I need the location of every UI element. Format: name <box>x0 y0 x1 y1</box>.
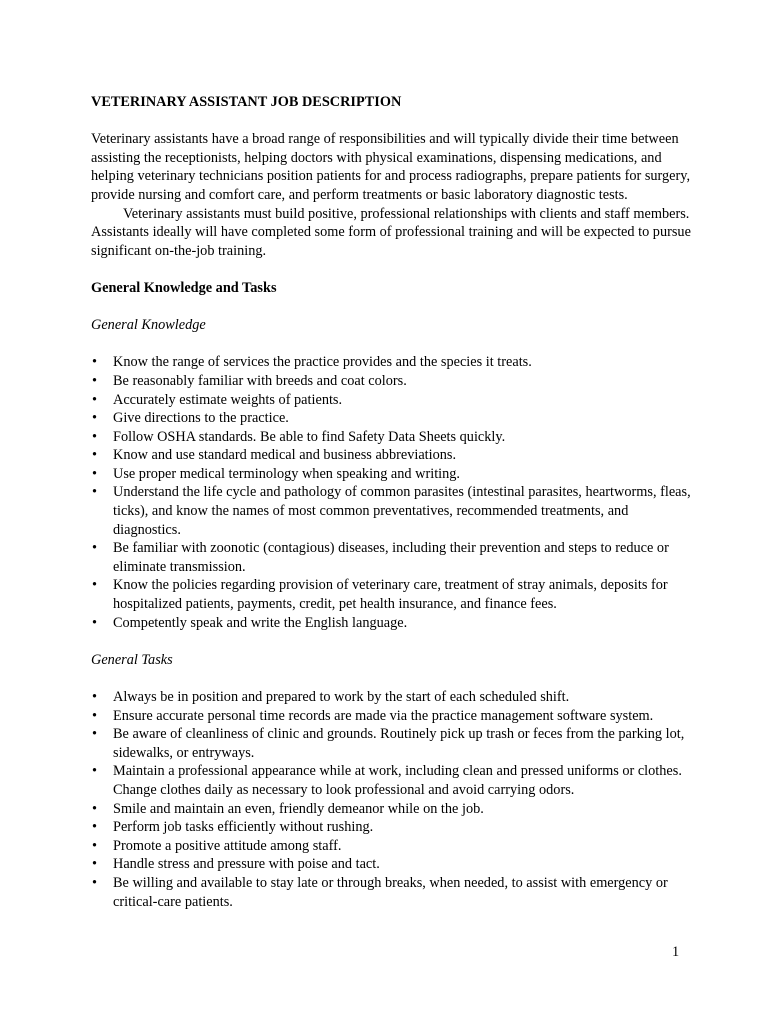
knowledge-heading: General Knowledge <box>91 317 206 334</box>
list-item-text: Perform job tasks efficiently without rushing. <box>113 819 374 836</box>
list-item-text: Know the range of services the practice provides and the species it treats. <box>113 354 532 371</box>
list-item-text: Always be in position and prepared to work by the start of each scheduled shift. <box>113 689 570 705</box>
intro-paragraph-2: Veterinary assistants must build positive, professional relationships with clients and staff members. Assistants ideally will have completed some form of professional training and will be expected to pursue significant on-the-job training. <box>91 205 691 259</box>
list-item <box>91 688 691 707</box>
list-item-text: Competently speak and write the English language. <box>113 614 408 631</box>
list-item <box>91 483 691 539</box>
bullet-icon: • <box>92 726 98 743</box>
list-item <box>91 800 691 819</box>
list-item <box>91 465 691 484</box>
list-item <box>91 539 691 576</box>
document-title: VETERINARY ASSISTANT JOB DESCRIPTION <box>91 94 402 110</box>
knowledge-list <box>91 353 691 632</box>
list-item <box>91 855 691 874</box>
list-item-text: Know the policies regarding provision of veterinary care, treatment of stray animals, deposits for hospitalized patients, payments, credit, pet health insurance, and finance fees. <box>113 577 668 613</box>
list-item <box>91 707 691 726</box>
list-item-text: Promote a positive attitude among staff. <box>113 837 342 854</box>
list-item <box>91 614 691 633</box>
bullet-icon: • <box>92 614 98 631</box>
list-item <box>91 446 691 465</box>
bullet-icon: • <box>92 874 98 891</box>
list-item <box>91 818 691 837</box>
bullet-icon: • <box>92 800 98 817</box>
list-item <box>91 409 691 428</box>
list-item-text: Maintain a professional appearance while at work, including clean and pressed uniforms or clothes. Change clothes daily as necessary to look professional and avoid carrying odors. <box>113 763 682 798</box>
list-item-text: Be reasonably familiar with breeds and coat colors. <box>113 372 407 389</box>
bullet-icon: • <box>92 391 98 408</box>
list-item-text: Accurately estimate weights of patients. <box>113 391 343 408</box>
list-item-text: Ensure accurate personal time records are made via the practice management software system. <box>113 707 654 724</box>
list-item-text: Follow OSHA standards. Be able to find Safety Data Sheets quickly. <box>113 428 506 445</box>
bullet-icon: • <box>92 354 98 371</box>
bullet-icon: • <box>92 540 98 557</box>
list-item <box>91 576 691 613</box>
bullet-icon: • <box>92 856 98 873</box>
list-item-text: Be aware of cleanliness of clinic and grounds. Routinely pick up trash or feces from the parking lot, sidewalks, or entryways. <box>113 726 685 761</box>
list-item-text: Know and use standard medical and business abbreviations. <box>113 447 457 464</box>
tasks-heading: General Tasks <box>91 651 173 668</box>
bullet-icon: • <box>92 465 98 482</box>
list-item <box>91 874 691 911</box>
bullet-icon: • <box>92 819 98 836</box>
list-item <box>91 391 691 410</box>
document-page <box>91 93 691 930</box>
list-item-text: Be willing and available to stay late or through breaks, when needed, to assist with emergency or critical-care patients. <box>113 874 668 910</box>
bullet-icon: • <box>92 837 98 854</box>
bullet-icon: • <box>92 484 98 501</box>
list-item <box>91 428 691 447</box>
list-item <box>91 837 691 856</box>
bullet-icon: • <box>92 689 98 705</box>
list-item <box>91 372 691 391</box>
list-item-text: Smile and maintain an even, friendly demeanor while on the job. <box>113 800 484 817</box>
list-item-text: Use proper medical terminology when speaking and writing. <box>113 465 461 482</box>
bullet-icon: • <box>92 763 98 780</box>
list-item <box>91 762 691 799</box>
list-item-text: Be familiar with zoonotic (contagious) diseases, including their prevention and steps to reduce or eliminate transmission. <box>113 540 669 575</box>
list-item <box>91 353 691 372</box>
bullet-icon: • <box>92 577 98 594</box>
intro-paragraph-1: Veterinary assistants have a broad range of responsibilities and will typically divide their time between assisting the receptionists, helping doctors with physical examinations, dispensing medications, and helping veterinary technicians position patients for and process radiographs, prepare patients for surgery, provide nursing and comfort care, and perform treatments or basic laboratory diagnostic tests. <box>91 131 691 203</box>
page-number: 1 <box>672 944 680 960</box>
bullet-icon: • <box>92 372 98 389</box>
section-heading: General Knowledge and Tasks <box>91 279 277 296</box>
list-item <box>91 725 691 762</box>
bullet-icon: • <box>92 707 98 724</box>
bullet-icon: • <box>92 410 98 427</box>
bullet-icon: • <box>92 447 98 464</box>
list-item-text: Understand the life cycle and pathology of common parasites (intestinal parasites, heartworms, fleas, ticks), and know the names of most common preventatives, recommended treatments, and diagnostics. <box>113 484 691 538</box>
bullet-icon: • <box>92 428 98 445</box>
list-item-text: Handle stress and pressure with poise and tact. <box>113 856 380 873</box>
list-item-text: Give directions to the practice. <box>113 410 289 427</box>
tasks-list <box>91 688 691 911</box>
